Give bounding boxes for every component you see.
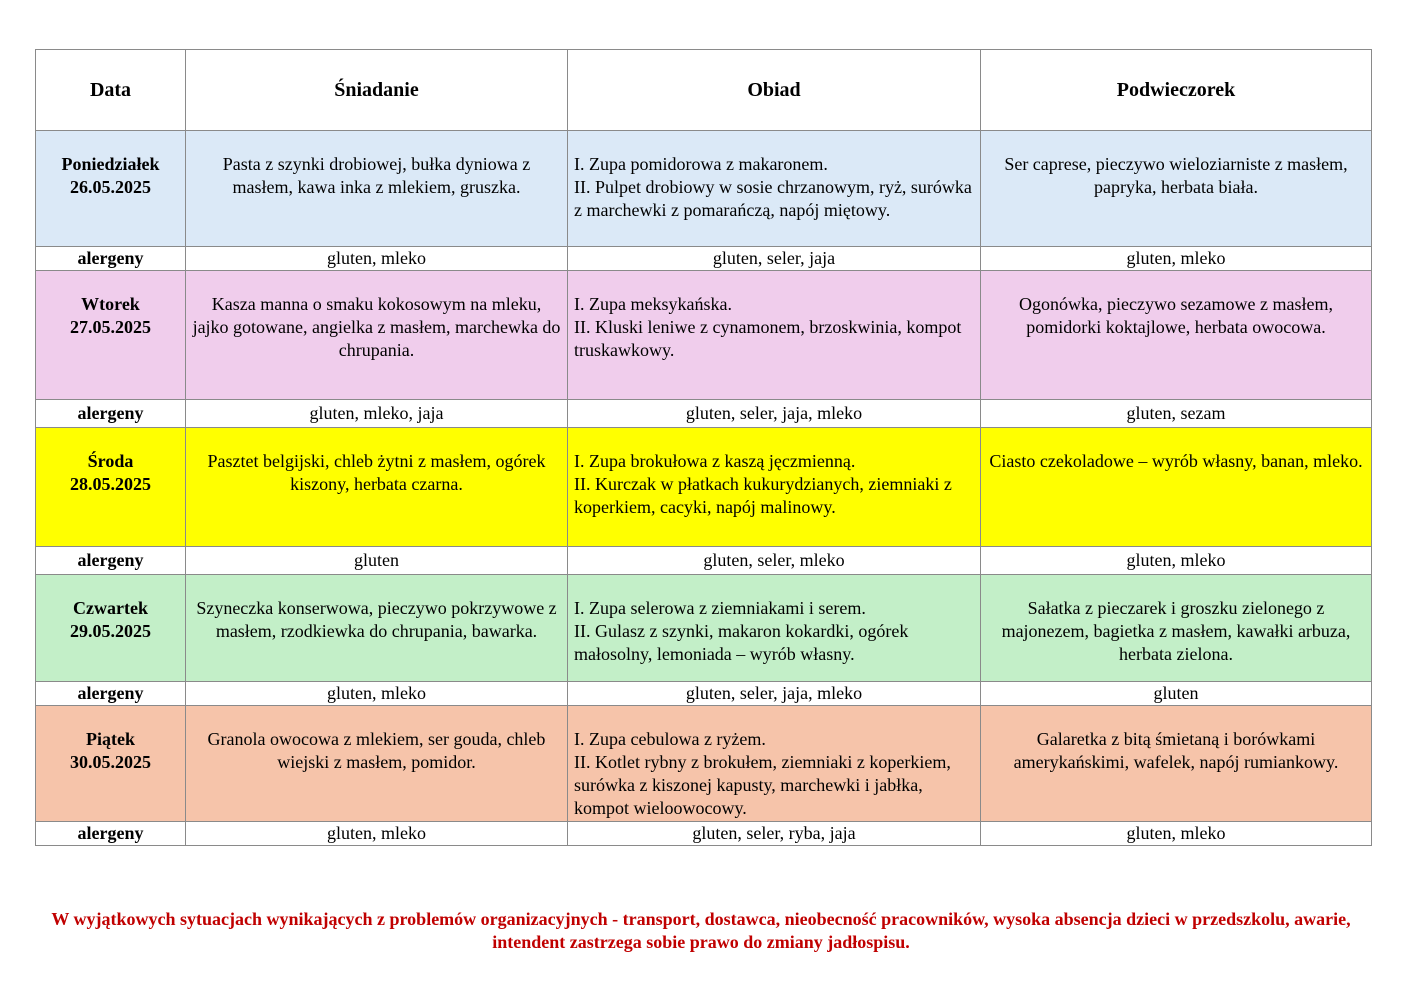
snack-cell: Sałatka z pieczarek i groszku zielonego z majonezem, bagietka z masłem, kawałki arbuza, herbata zielona. xyxy=(981,575,1372,682)
allergen-label: alergeny xyxy=(36,400,186,428)
lunch-soup: I. Zupa selerowa z ziemniakami i serem. xyxy=(574,598,866,618)
breakfast-cell: Szyneczka konserwowa, pieczywo pokrzywowe z masłem, rzodkiewka do chrupania, bawarka. xyxy=(186,575,568,682)
allergen-breakfast: gluten, mleko xyxy=(186,247,568,271)
day-row-tuesday xyxy=(36,271,1372,400)
day-name: Piątek xyxy=(86,729,135,749)
day-name: Środa xyxy=(87,451,134,471)
allergen-breakfast: gluten, mleko xyxy=(186,682,568,706)
day-date: 29.05.2025 xyxy=(70,621,151,641)
lunch-cell xyxy=(568,131,981,247)
day-cell xyxy=(36,428,186,547)
breakfast-cell: Pasztet belgijski, chleb żytni z masłem, ogórek kiszony, herbata czarna. xyxy=(186,428,568,547)
day-date: 26.05.2025 xyxy=(70,177,151,197)
allergen-lunch: gluten, seler, ryba, jaja xyxy=(568,822,981,846)
day-name: Poniedziałek xyxy=(61,154,160,174)
allergen-row xyxy=(36,247,1372,271)
lunch-cell xyxy=(568,575,981,682)
snack-cell: Ogonówka, pieczywo sezamowe z masłem, pomidorki koktajlowe, herbata owocowa. xyxy=(981,271,1372,400)
allergen-snack: gluten, mleko xyxy=(981,247,1372,271)
allergen-label: alergeny xyxy=(36,247,186,271)
snack-cell: Galaretka z bitą śmietaną i borówkami amerykańskimi, wafelek, napój rumiankowy. xyxy=(981,706,1372,822)
lunch-cell xyxy=(568,706,981,822)
day-row-thursday xyxy=(36,575,1372,682)
breakfast-cell: Pasta z szynki drobiowej, bułka dyniowa z masłem, kawa inka z mlekiem, gruszka. xyxy=(186,131,568,247)
day-name: Czwartek xyxy=(73,598,148,618)
allergen-breakfast: gluten, mleko xyxy=(186,822,568,846)
allergen-snack: gluten, mleko xyxy=(981,547,1372,575)
header-date: Data xyxy=(36,50,186,131)
allergen-row xyxy=(36,682,1372,706)
allergen-snack: gluten, mleko xyxy=(981,822,1372,846)
allergen-breakfast: gluten, mleko, jaja xyxy=(186,400,568,428)
allergen-lunch: gluten, seler, jaja, mleko xyxy=(568,682,981,706)
allergen-label: alergeny xyxy=(36,822,186,846)
allergen-snack: gluten xyxy=(981,682,1372,706)
breakfast-cell: Granola owocowa z mlekiem, ser gouda, chleb wiejski z masłem, pomidor. xyxy=(186,706,568,822)
allergen-lunch: gluten, seler, jaja xyxy=(568,247,981,271)
lunch-soup: I. Zupa brokułowa z kaszą jęczmienną. xyxy=(574,451,856,471)
lunch-soup: I. Zupa cebulowa z ryżem. xyxy=(574,729,766,749)
allergen-row xyxy=(36,400,1372,428)
allergen-label: alergeny xyxy=(36,682,186,706)
allergen-breakfast: gluten xyxy=(186,547,568,575)
snack-cell: Ciasto czekoladowe – wyrób własny, banan, mleko. xyxy=(981,428,1372,547)
day-cell xyxy=(36,706,186,822)
allergen-snack: gluten, sezam xyxy=(981,400,1372,428)
lunch-cell xyxy=(568,271,981,400)
header-snack: Podwieczorek xyxy=(981,50,1372,131)
day-name: Wtorek xyxy=(81,294,140,314)
allergen-row xyxy=(36,547,1372,575)
day-cell xyxy=(36,131,186,247)
lunch-main: II. Kluski leniwe z cynamonem, brzoskwinia, kompot truskawkowy. xyxy=(574,317,962,360)
day-row-friday xyxy=(36,706,1372,822)
lunch-main: II. Pulpet drobiowy w sosie chrzanowym, ryż, surówka z marchewki z pomarańczą, napój miętowy. xyxy=(574,177,972,220)
snack-cell: Ser caprese, pieczywo wieloziarniste z masłem, papryka, herbata biała. xyxy=(981,131,1372,247)
header-breakfast: Śniadanie xyxy=(186,50,568,131)
header-lunch: Obiad xyxy=(568,50,981,131)
day-row-monday xyxy=(36,131,1372,247)
day-cell xyxy=(36,575,186,682)
day-row-wednesday xyxy=(36,428,1372,547)
day-cell xyxy=(36,271,186,400)
lunch-main: II. Kurczak w płatkach kukurydzianych, ziemniaki z koperkiem, cacyki, napój malinowy. xyxy=(574,474,952,517)
day-date: 28.05.2025 xyxy=(70,474,151,494)
menu-table xyxy=(35,49,1372,846)
lunch-main: II. Kotlet rybny z brokułem, ziemniaki z koperkiem, surówka z kiszonej kapusty, marchewki i jabłka, kompot wieloowocowy. xyxy=(574,752,951,818)
lunch-soup: I. Zupa meksykańska. xyxy=(574,294,732,314)
lunch-main: II. Gulasz z szynki, makaron kokardki, ogórek małosolny, lemoniada – wyrób własny. xyxy=(574,621,909,664)
breakfast-cell: Kasza manna o smaku kokosowym na mleku, jajko gotowane, angielka z masłem, marchewka do chrupania. xyxy=(186,271,568,400)
day-date: 27.05.2025 xyxy=(70,317,151,337)
header-row xyxy=(36,50,1372,131)
allergen-lunch: gluten, seler, mleko xyxy=(568,547,981,575)
lunch-soup: I. Zupa pomidorowa z makaronem. xyxy=(574,154,828,174)
day-date: 30.05.2025 xyxy=(70,752,151,772)
lunch-cell xyxy=(568,428,981,547)
allergen-row xyxy=(36,822,1372,846)
footer-note: W wyjątkowych sytuacjach wynikających z problemów organizacyjnych - transport, dostawca, nieobecność pracowników, wysoka absencja dzieci w przedszkolu, awarie, intendent zastrzega sobie prawo do zmiany jadłospisu. xyxy=(51,909,1351,952)
allergen-label: alergeny xyxy=(36,547,186,575)
allergen-lunch: gluten, seler, jaja, mleko xyxy=(568,400,981,428)
